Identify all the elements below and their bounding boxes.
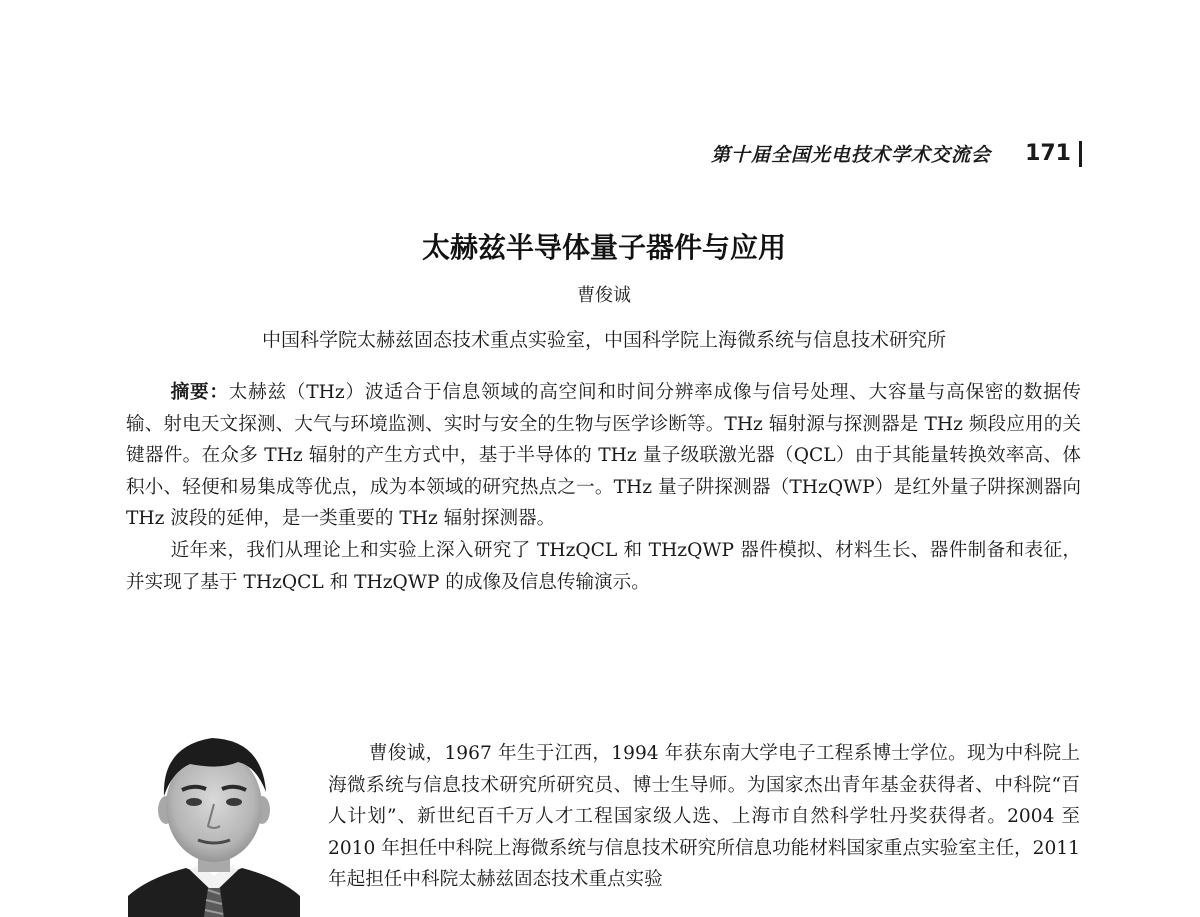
abstract (126, 377, 1081, 598)
header-rule (1079, 141, 1082, 167)
conference-name: 第十届全国光电技术学术交流会 (711, 144, 992, 166)
page-number: 171 (1025, 141, 1071, 166)
running-header (711, 140, 1082, 167)
abstract-label: 摘要： (170, 382, 229, 403)
author-biography (328, 738, 1080, 896)
author-photo (128, 718, 300, 917)
paper-affiliation: 中国科学院太赫兹固态技术重点实验室，中国科学院上海微系统与信息技术研究所 (261, 329, 946, 351)
abstract-paragraph-1 (126, 377, 1081, 535)
paper-title: 太赫兹半导体量子器件与应用 (421, 231, 786, 264)
bio-paragraph: 曹俊诚，1967 年生于江西，1994 年获东南大学电子工程系博士学位。现为中科院上海微系统与信息技术研究所研究员、博士生导师。为国家杰出青年基金获得者、中科院“百人计划”、新世纪百千万人才工程国家级人选、上海市自然科学牡丹奖获得者。2004 至 2010 年担任中科院上海微系统与信息技术研究所信息功能材料国家重点实验室主任，2011 年起担任中科院太赫兹固态技术重点实验 (328, 743, 1080, 891)
paper-author: 曹俊诚 (577, 285, 631, 306)
author-portrait-image (128, 718, 300, 917)
abstract-paragraph-2: 近年来，我们从理论上和实验上深入研究了 THzQCL 和 THzQWP 器件模拟、材料生长、器件制备和表征，并实现了基于 THzQCL 和 THzQWP 的成像及信息传输演示。 (126, 539, 1081, 593)
abstract-text-1: 太赫兹（THz）波适合于信息领域的高空间和时间分辨率成像与信号处理、大容量与高保密的数据传输、射电天文探测、大气与环境监测、实时与安全的生物与医学诊断等。THz 辐射源与探测器是 THz 频段应用的关键器件。在众多 THz 辐射的产生方式中，基于半导体的 THz 量子级联激光器（QCL）由于其能量转换效率高、体积小、轻便和易集成等优点，成为本领域的研究热点之一。THz 量子阱探测器（THzQWP）是红外量子阱探测器向 THz 波段的延伸，是一类重要的 THz 辐射探测器。 (126, 382, 1081, 530)
